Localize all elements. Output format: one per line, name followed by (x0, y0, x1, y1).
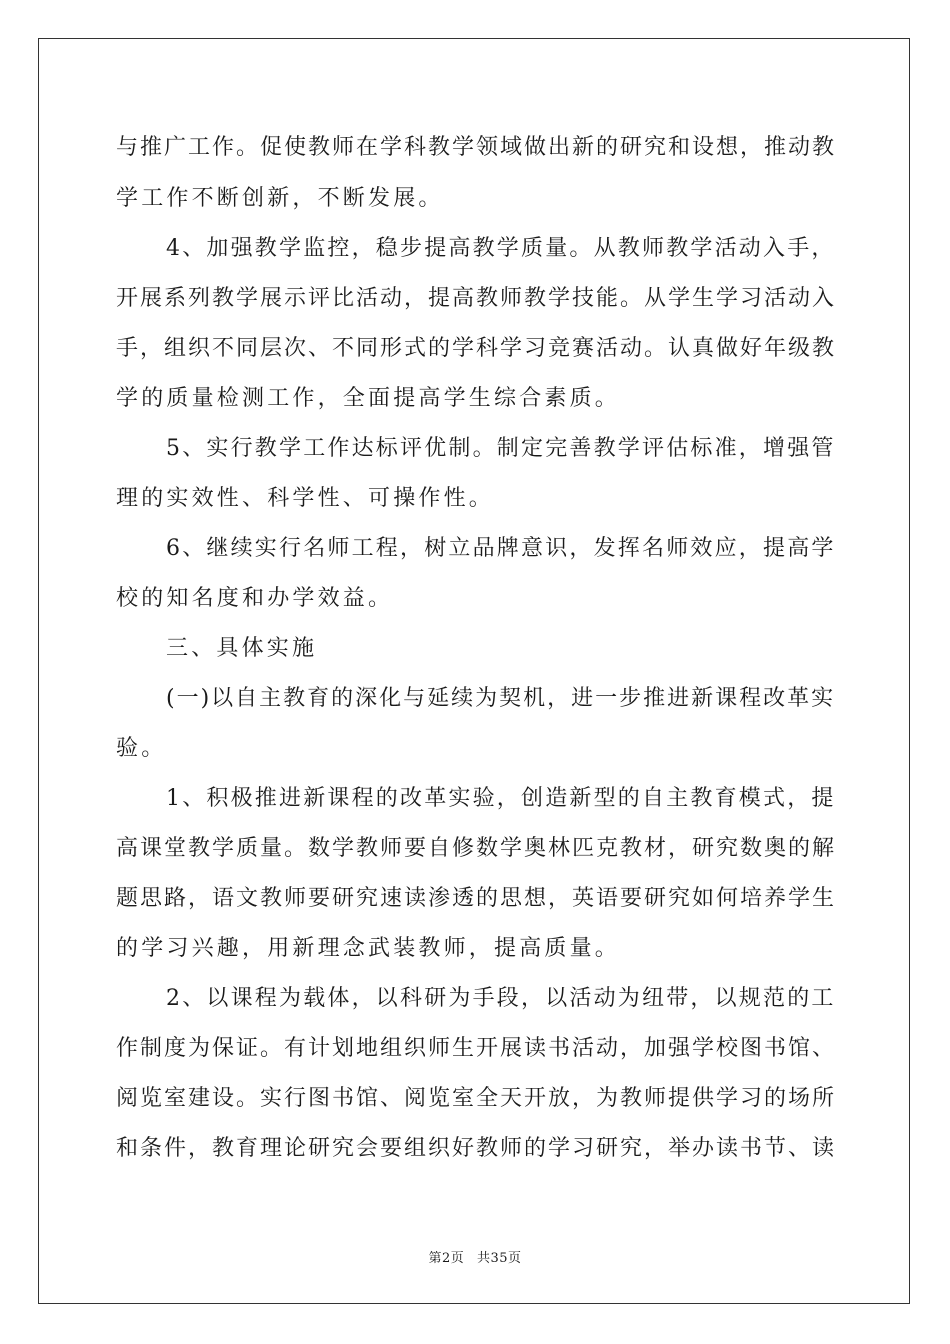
body-text-line: 与推广工作。促使教师在学科教学领域做出新的研究和设想，推动教 (116, 135, 837, 160)
page-border (38, 38, 910, 1304)
body-text-line: 4、加强教学监控，稳步提高教学质量。从教师教学活动入手， (166, 236, 836, 261)
page-total: 共35页 (476, 1251, 522, 1266)
body-text-line: 和条件，教育理论研究会要组织好教师的学习研究，举办读书节、读 (116, 1136, 837, 1161)
body-text-line: 理的实效性、科学性、可操作性。 (116, 486, 495, 511)
body-text-line: 阅览室建设。实行图书馆、阅览室全天开放，为教师提供学习的场所 (116, 1086, 837, 1111)
body-text-line: 开展系列教学展示评比活动，提高教师教学技能。从学生学习活动入 (116, 286, 837, 311)
section-heading: 三、具体实施 (166, 636, 318, 661)
body-text-line: 作制度为保证。有计划地组织师生开展读书活动，加强学校图书馆、 (116, 1036, 837, 1061)
body-text-line: 高课堂教学质量。数学教师要自修数学奥林匹克教材，研究数奥的解 (116, 836, 837, 861)
page-footer (0, 1247, 950, 1266)
body-text-line: 6、继续实行名师工程，树立品牌意识，发挥名师效应，提高学 (166, 536, 836, 561)
body-text-line: 1、积极推进新课程的改革实验，创造新型的自主教育模式，提 (166, 786, 836, 811)
body-text-line: 2、以课程为载体，以科研为手段，以活动为纽带，以规范的工 (166, 986, 836, 1011)
body-text-line: 题思路，语文教师要研究速读渗透的思想，英语要研究如何培养学生 (116, 886, 837, 911)
body-text-line: 5、实行教学工作达标评优制。制定完善教学评估标准，增强管 (166, 436, 836, 461)
body-text-line: 学的质量检测工作，全面提高学生综合素质。 (116, 386, 621, 411)
body-text-line: 学工作不断创新，不断发展。 (116, 186, 444, 211)
body-text-line: 验。 (116, 736, 167, 761)
body-text-line: 手，组织不同层次、不同形式的学科学习竞赛活动。认真做好年级教 (116, 336, 837, 361)
body-text-line: 的学习兴趣，用新理念武装教师，提高质量。 (116, 936, 621, 961)
body-text-line: 校的知名度和办学效益。 (116, 586, 394, 611)
page-number: 第2页 (428, 1251, 465, 1266)
body-text-line: (一)以自主教育的深化与延续为契机，进一步推进新课程改革实 (166, 686, 836, 711)
